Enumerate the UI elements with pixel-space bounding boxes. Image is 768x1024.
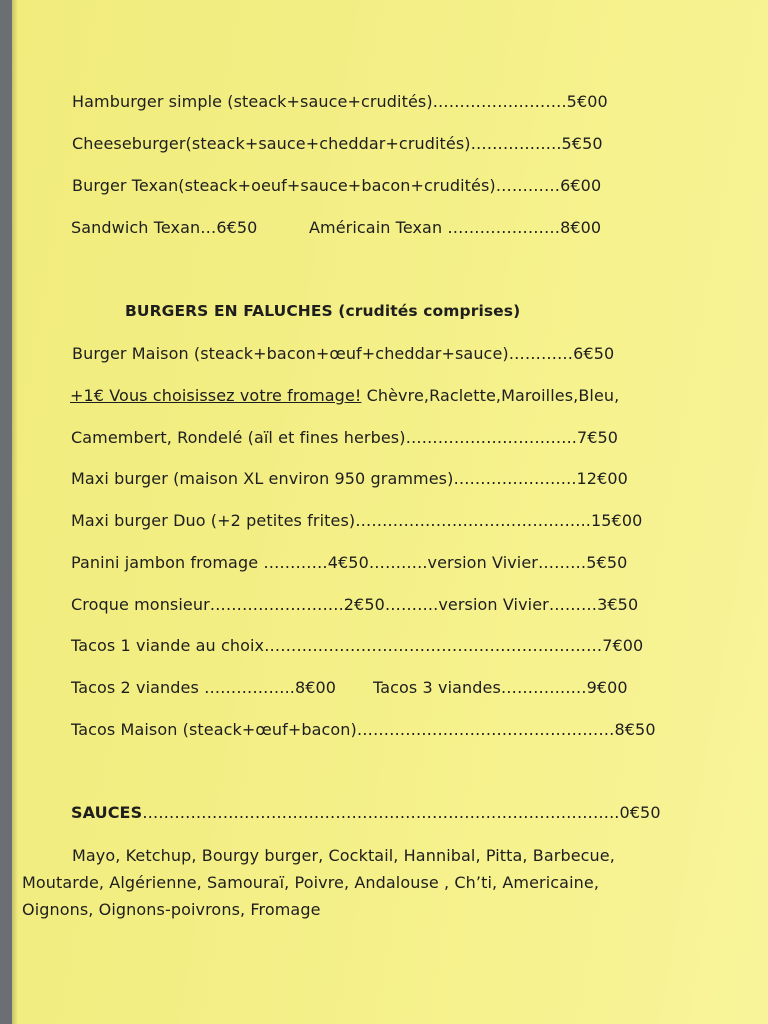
menu-item-panini: Panini jambon fromage …………4€50………..version Vivier………5€50 — [71, 553, 628, 572]
menu-item-tacos-1: Tacos 1 viande au choix………………………………………………………7€00 — [71, 636, 644, 655]
menu-item-tacos-3: Tacos 3 viandes…………….9€00 — [373, 678, 628, 697]
menu-item-cheeseburger: Cheeseburger(steack+sauce+cheddar+crudités)……………..5€50 — [72, 134, 603, 153]
menu-item-croque-monsieur: Croque monsieur…………………….2€50……….version Vivier………3€50 — [71, 595, 639, 614]
menu-item-hamburger-simple: Hamburger simple (steack+sauce+crudités)…………………….5€00 — [72, 92, 608, 111]
sauces-list-line-3: Oignons, Oignons-poivrons, Fromage — [22, 900, 321, 919]
menu-item-maxi-burger-duo: Maxi burger Duo (+2 petites frites)……………………………………..15€00 — [71, 511, 643, 530]
sauces-line — [71, 803, 661, 822]
menu-item-sandwich-texan: Sandwich Texan…6€50 — [71, 218, 258, 237]
cheese-option-line — [70, 386, 619, 405]
menu-item-tacos-maison: Tacos Maison (steack+œuf+bacon)…………………………………………8€50 — [71, 720, 656, 739]
menu-item-burger-texan: Burger Texan(steack+oeuf+sauce+bacon+crudités)…………6€00 — [72, 176, 602, 195]
sauces-list-line-2: Moutarde, Algérienne, Samouraï, Poivre, Andalouse , Ch’ti, Americaine, — [22, 873, 599, 892]
sauces-heading: SAUCES — [71, 803, 143, 822]
sauces-price: ……………………………………………………………………………..0€50 — [142, 803, 661, 822]
menu-item-tacos-2: Tacos 2 viandes ……………..8€00 — [71, 678, 337, 697]
menu-item-maxi-burger: Maxi burger (maison XL environ 950 grammes)…………………..12€00 — [71, 469, 628, 488]
cheese-option-note: +1€ Vous choisissez votre fromage! — [70, 386, 362, 405]
cheese-option-list: Chèvre,Raclette,Maroilles,Bleu, — [361, 386, 620, 405]
menu-item-americain-texan: Américain Texan …………………8€00 — [309, 218, 602, 237]
sauces-list-line-1: Mayo, Ketchup, Bourgy burger, Cocktail, Hannibal, Pitta, Barbecue, — [72, 846, 615, 865]
menu-sheet — [12, 0, 768, 1024]
menu-item-camembert: Camembert, Rondelé (aïl et fines herbes)…………………………..7€50 — [71, 428, 619, 447]
section-heading-faluches: BURGERS EN FALUCHES (crudités comprises) — [125, 302, 521, 320]
menu-item-burger-maison: Burger Maison (steack+bacon+œuf+cheddar+sauce)…………6€50 — [72, 344, 615, 363]
